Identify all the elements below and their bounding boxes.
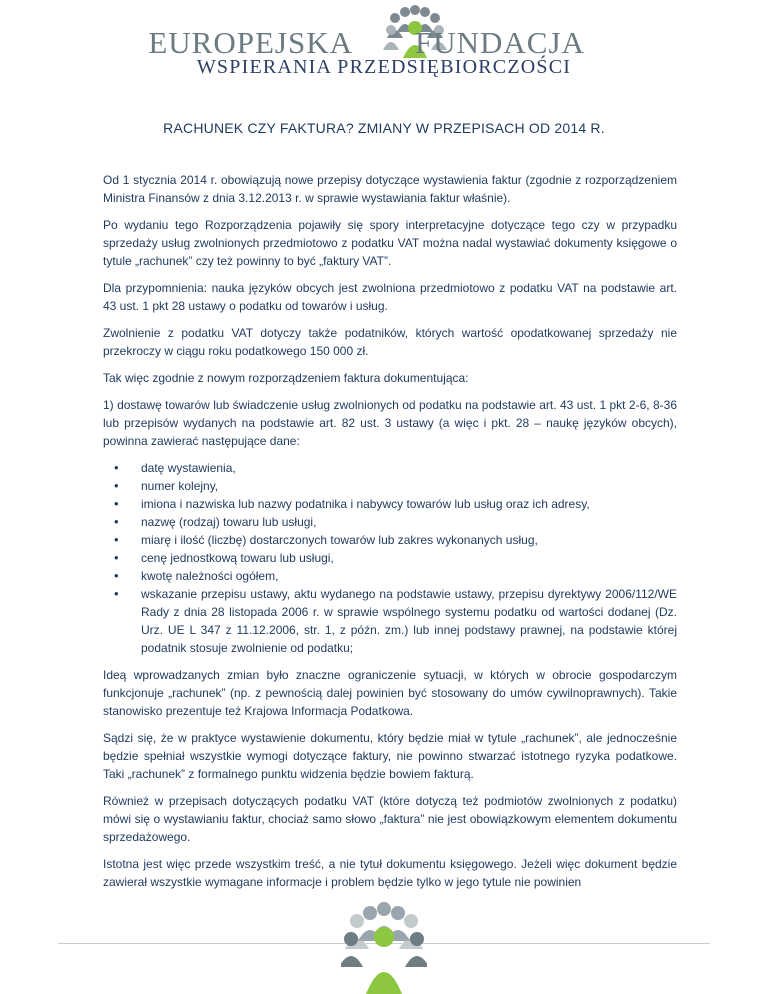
list-item: • wskazanie przepisu ustawy, aktu wydanego na podstawie ustawy, przepisu dyrektywy 2006/112/WE Rady z dnia 28 listopada 2006 r. w sprawie wspólnego systemu podatku od wartości dodanej (Dz. Urz. UE L 347 z 11.12.2006, str. 1, z późn. zm.) lub innej podstawy prawnej, na podstawie której podatnik stosuje zwolnienie od podatku;	[141, 585, 677, 657]
logo-word-right: FUNDACJA	[415, 25, 585, 60]
header	[0, 0, 768, 90]
paragraph: Również w przepisach dotyczących podatku VAT (które dotyczą też podmiotów zwolnionych z podatku) mówi się o wystawianiu faktur, chociaż samo słowo „faktura” nie jest obowiązkowym elementem dokumentu sprzedażowego.	[103, 794, 677, 844]
document-body	[103, 171, 677, 900]
paragraph: Ideą wprowadzanych zmian było znaczne ograniczenie sytuacji, w których w obrocie gospodarczym funkcjonuje „rachunek” (np. z pewnością dalej powinien być stosowany do umów cywilnoprawnych). Takie stanowisko prezentuje też Krajowa Informacja Podatkowa.	[103, 668, 677, 718]
list-item: • nazwę (rodzaj) towaru lub usługi,	[141, 513, 677, 531]
list-item: • datę wystawienia,	[141, 459, 677, 477]
paragraph: Sądzi się, że w praktyce wystawienie dokumentu, który będzie miał w tytule „rachunek”, ale jednocześnie będzie spełniał wszystkie wymogi dotyczące faktury, nie powinno stwarzać istotnego ryzyka podatkowe. Taki „rachunek” z formalnego punktu widzenia będzie bowiem fakturą.	[103, 731, 677, 781]
required-data-list	[103, 459, 677, 657]
paragraph: Istotna jest więc przede wszystkim treść, a nie tytuł dokumentu księgowego. Jeżeli więc dokument będzie zawierał wszystkie wymagane informacje i problem będzie tylko w jego tytule nie powinien	[103, 857, 677, 889]
logo-word-left: EUROPEJSKA	[148, 25, 353, 60]
list-item: • kwotę należności ogółem,	[141, 567, 677, 585]
logo-wordmark-bottom: WSPIERANIA PRZEDSIĘBIORCZOŚCI	[196, 56, 572, 78]
list-item: • imiona i nazwiska lub nazwy podatnika i nabywcy towarów lub usług oraz ich adresy,	[141, 495, 677, 513]
paragraph: Tak więc zgodnie z nowym rozporządzeniem faktura dokumentująca:	[103, 371, 469, 385]
logo-wordmark-top	[0, 26, 768, 60]
list-item: • numer kolejny,	[141, 477, 677, 495]
document-title: RACHUNEK CZY FAKTURA? ZMIANY W PRZEPISACH OD 2014 R.	[163, 120, 605, 136]
paragraph: Dla przypomnienia: nauka języków obcych jest zwolniona przedmiotowo z podatku VAT na podstawie art. 43 ust. 1 pkt 28 ustawy o podatku od towarów i usług.	[103, 281, 677, 313]
paragraph: 1) dostawę towarów lub świadczenie usług zwolnionych od podatku na podstawie art. 43 ust. 1 pkt 2-6, 8-36 lub przepisów wydanych na podstawie art. 82 ust. 3 ustawy (a więc i pkt. 28 – naukę języków obcych), powinna zawierać następujące dane:	[103, 398, 677, 448]
paragraph: Zwolnienie z podatku VAT dotyczy także podatników, których wartość opodatkowanej sprzedaży nie przekroczy w ciągu roku podatkowego 150 000 zł.	[103, 326, 677, 358]
list-item: • miarę i ilość (liczbę) dostarczonych towarów lub zakres wykonanych usług,	[141, 531, 677, 549]
paragraph: Po wydaniu tego Rozporządzenia pojawiły się spory interpretacyjne dotyczące tego czy w przypadku sprzedaży usług zwolnionych przedmiotowo z podatku VAT można nadal wystawiać dokumenty księgowe o tytule „rachunek” czy też powinny to być „faktury VAT”.	[103, 218, 677, 268]
footer-people-logo-icon	[341, 901, 427, 994]
paragraph: Od 1 stycznia 2014 r. obowiązują nowe przepisy dotyczące wystawienia faktur (zgodnie z rozporządzeniem Ministra Finansów z dnia 3.12.2013 r. w sprawie wystawiania faktur właśnie).	[103, 173, 677, 205]
list-item: • cenę jednostkową towaru lub usługi,	[141, 549, 677, 567]
